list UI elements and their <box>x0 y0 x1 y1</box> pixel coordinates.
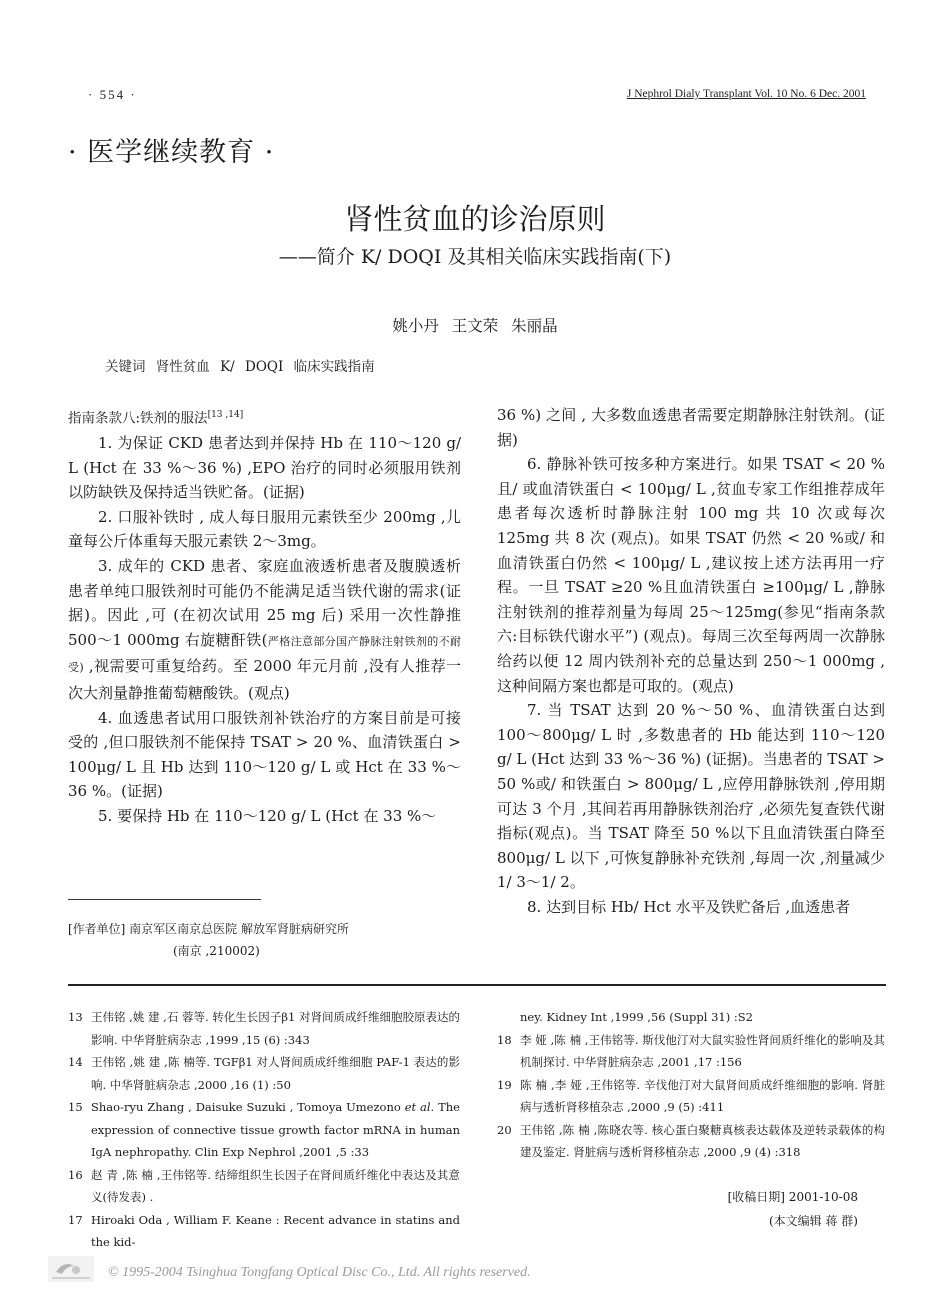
reference-continued: ney. Kidney Int ,1999 ,56 (Suppl 31) :S2 <box>520 1010 753 1024</box>
reference-number: 15 <box>68 1100 83 1114</box>
reference-item <box>497 1029 885 1074</box>
reference-item <box>497 1074 885 1119</box>
reference-item <box>68 1006 460 1051</box>
reference-text: 陈 楠 ,李 娅 ,王伟铭等. 辛伐他汀对大鼠肾间质成纤维细胞的影响. 肾脏病与透析肾移植杂志 ,2000 ,9 (5) :411 <box>520 1077 885 1114</box>
paragraph-5-continued: 36 %) 之间 , 大多数血透患者需要定期静脉注射铁剂。(证据) <box>497 406 885 449</box>
reference-item <box>497 1119 885 1164</box>
paragraph-1: 1. 为保证 CKD 患者达到并保持 Hb 在 110～120 g/ L (Hct 在 33 %～36 %) ,EPO 治疗的同时必须服用铁剂以防缺铁及保持适当铁贮备。(证据) <box>68 434 461 502</box>
reference-item <box>68 1096 460 1164</box>
paragraph-5: 5. 要保持 Hb 在 110～120 g/ L (Hct 在 33 %～ <box>98 807 437 825</box>
paragraph-7: 7. 当 TSAT 达到 20 %～50 %、血清铁蛋白达到 100～800μg/ L 时 ,多数患者的 Hb 能达到 110～120 g/ L (Hct 达到 33 %～36 %) (证据)。当患者的 TSAT > 50 %或/ 和铁蛋白 > 800μg/ L ,应停用静脉铁剂 ,停用期可达 3 个月 ,其间若再用静脉铁剂治疗 ,必须先复查铁代谢指标(观点)。当 TSAT 降至 50 %以下且血清铁蛋白降至 800μg/ L 以下 ,可恢复静脉补充铁剂 ,每周一次 ,剂量减少 1/ 3～1/ 2。 <box>497 701 885 892</box>
publisher-logo-icon <box>48 1256 94 1282</box>
journal-citation: J Nephrol Dialy Transplant Vol. 10 No. 6 Dec. 2001 <box>626 88 866 100</box>
references-right <box>497 1006 885 1164</box>
reference-item <box>68 1164 460 1209</box>
references-divider <box>68 984 886 986</box>
author-affiliation: [作者单位] 南京军区南京总医院 解放军肾脏病研究所 <box>68 922 349 936</box>
reference-et-al: et al <box>404 1100 431 1114</box>
paragraph-3-part-a: 3. 成年的 CKD 患者、家庭血液透析患者及腹膜透析患者单纯口服铁剂时可能仍不能满足适当铁代谢的需求(证据)。因此 ,可 (在初次试用 25 mg 后) 采用一次性静推 500～1 000mg 右旋糖酐铁( <box>68 557 461 649</box>
editor-credit: (本文编辑 蒋 群) <box>769 1214 858 1228</box>
heading-reference: [13 ,14] <box>207 410 244 420</box>
reference-number: 17 <box>68 1212 83 1227</box>
reference-text: 赵 青 ,陈 楠 ,王伟铭等. 结缔组织生长因子在肾间质纤维化中表达及其意义(待发表) . <box>91 1167 460 1204</box>
keywords: 关键词 肾性贫血 K/ DOQI 临床实践指南 <box>105 359 375 375</box>
reference-text: 王伟铭 ,姚 建 ,石 蓉等. 转化生长因子β1 对肾间质成纤维细胞胶原表达的影响. 中华肾脏病杂志 ,1999 ,15 (6) :343 <box>91 1010 460 1047</box>
section-title: · 医学继续教育 · <box>68 137 275 168</box>
guideline-heading-text: 指南条款八:铁剂的服法 <box>68 410 208 427</box>
left-column <box>68 403 461 829</box>
reference-authors: Shao-ryu Zhang , Daisuke Suzuki , Tomoya Umezono <box>91 1100 405 1114</box>
page-number: · 554 · <box>88 87 137 102</box>
reference-number: 19 <box>497 1077 512 1092</box>
paragraph-2: 2. 口服补铁时 , 成人每日服用元素铁至少 200mg ,儿童每公斤体重每天服元素铁 2～3mg。 <box>68 507 461 551</box>
reference-text: 王伟铭 ,姚 建 ,陈 楠等. TGFβ1 对人肾间质成纤维细胞 PAF-1 表达的影响. 中华肾脏病杂志 ,2000 ,16 (1) :50 <box>91 1055 460 1092</box>
paragraph-4: 4. 血透患者试用口服铁剂补铁治疗的方案目前是可接受的 ,但口服铁剂不能保持 TSAT > 20 %、血清铁蛋白 > 100μg/ L 且 Hb 达到 110～120 g/ L 或 Hct 在 33 %～36 %。(证据) <box>68 708 461 801</box>
right-column <box>497 403 885 919</box>
guideline-heading <box>68 403 461 431</box>
article-title: 肾性贫血的诊治原则 <box>344 202 606 236</box>
reference-item <box>68 1209 460 1254</box>
authors: 姚小丹 王文荣 朱丽晶 <box>392 317 558 335</box>
reference-number: 16 <box>68 1167 83 1182</box>
paragraph-3-note: 严格注意部分国产静脉注射铁剂的不耐受) <box>68 634 462 675</box>
paragraph-6: 6. 静脉补铁可按多种方案进行。如果 TSAT < 20 %且/ 或血清铁蛋白 < 100μg/ L ,贫血专家工作组推荐成年患者每次透析时静脉注射 100 mg 共 10 次或每次 125mg 共 8 次 (观点)。如果 TSAT 仍然 < 20 %或/ 和血清铁蛋白仍然 < 100μg/ L ,建议按上述方法再用一疗程。一旦 TSAT ≥20 %且血清铁蛋白 ≥100μg/ L ,静脉注射铁剂的推荐剂量为每周 25～125mg(参见“指南条款六:目标铁代谢水平”) (观点)。每周三次至每两周一次静脉给药以便 12 周内铁剂补充的总量达到 250～1 000mg ,这种间隔方案也都是可取的。(观点) <box>497 455 885 695</box>
reference-number: 14 <box>68 1055 83 1069</box>
footnote-divider <box>68 899 261 900</box>
article-subtitle: ——简介 K/ DOQI 及其相关临床实践指南(下) <box>278 246 672 268</box>
paragraph-3-part-b: ,视需要可重复给药。至 2000 年元月前 ,没有人推荐一次大剂量静推葡萄糖酸铁。(观点) <box>68 657 461 703</box>
paragraph-8: 8. 达到目标 Hb/ Hct 水平及铁贮备后 ,血透患者 <box>527 897 851 916</box>
reference-number: 13 <box>68 1010 83 1024</box>
reference-text: Hiroaki Oda , William F. Keane : Recent advance in statins and the kid- <box>91 1212 460 1249</box>
copyright-notice: © 1995-2004 Tsinghua Tongfang Optical Disc Co., Ltd. All rights reserved. <box>108 1265 531 1280</box>
paragraph-3 <box>68 554 461 706</box>
reference-item <box>68 1051 460 1096</box>
received-date: [收稿日期] 2001-10-08 <box>727 1190 858 1204</box>
reference-text: 王伟铭 ,陈 楠 ,陈晓农等. 核心蛋白聚糖真核表达载体及逆转录载体的构建及鉴定. 肾脏病与透析肾移植杂志 ,2000 ,9 (4) :318 <box>520 1122 885 1159</box>
references-left <box>68 1006 460 1254</box>
reference-text <box>91 1096 460 1164</box>
reference-number: 18 <box>497 1032 512 1047</box>
reference-body: . The expression of connective tissue growth factor mRNA in human IgA nephropathy. Clin Exp Nephrol ,2001 ,5 :33 <box>91 1100 460 1159</box>
reference-number: 20 <box>497 1122 512 1137</box>
affiliation-city: (南京 ,210002) <box>173 944 260 958</box>
reference-text: 李 娅 ,陈 楠 ,王伟铭等. 斯伐他汀对大鼠实验性肾间质纤维化的影响及其机制探讨. 中华肾脏病杂志 ,2001 ,17 :156 <box>520 1032 885 1069</box>
